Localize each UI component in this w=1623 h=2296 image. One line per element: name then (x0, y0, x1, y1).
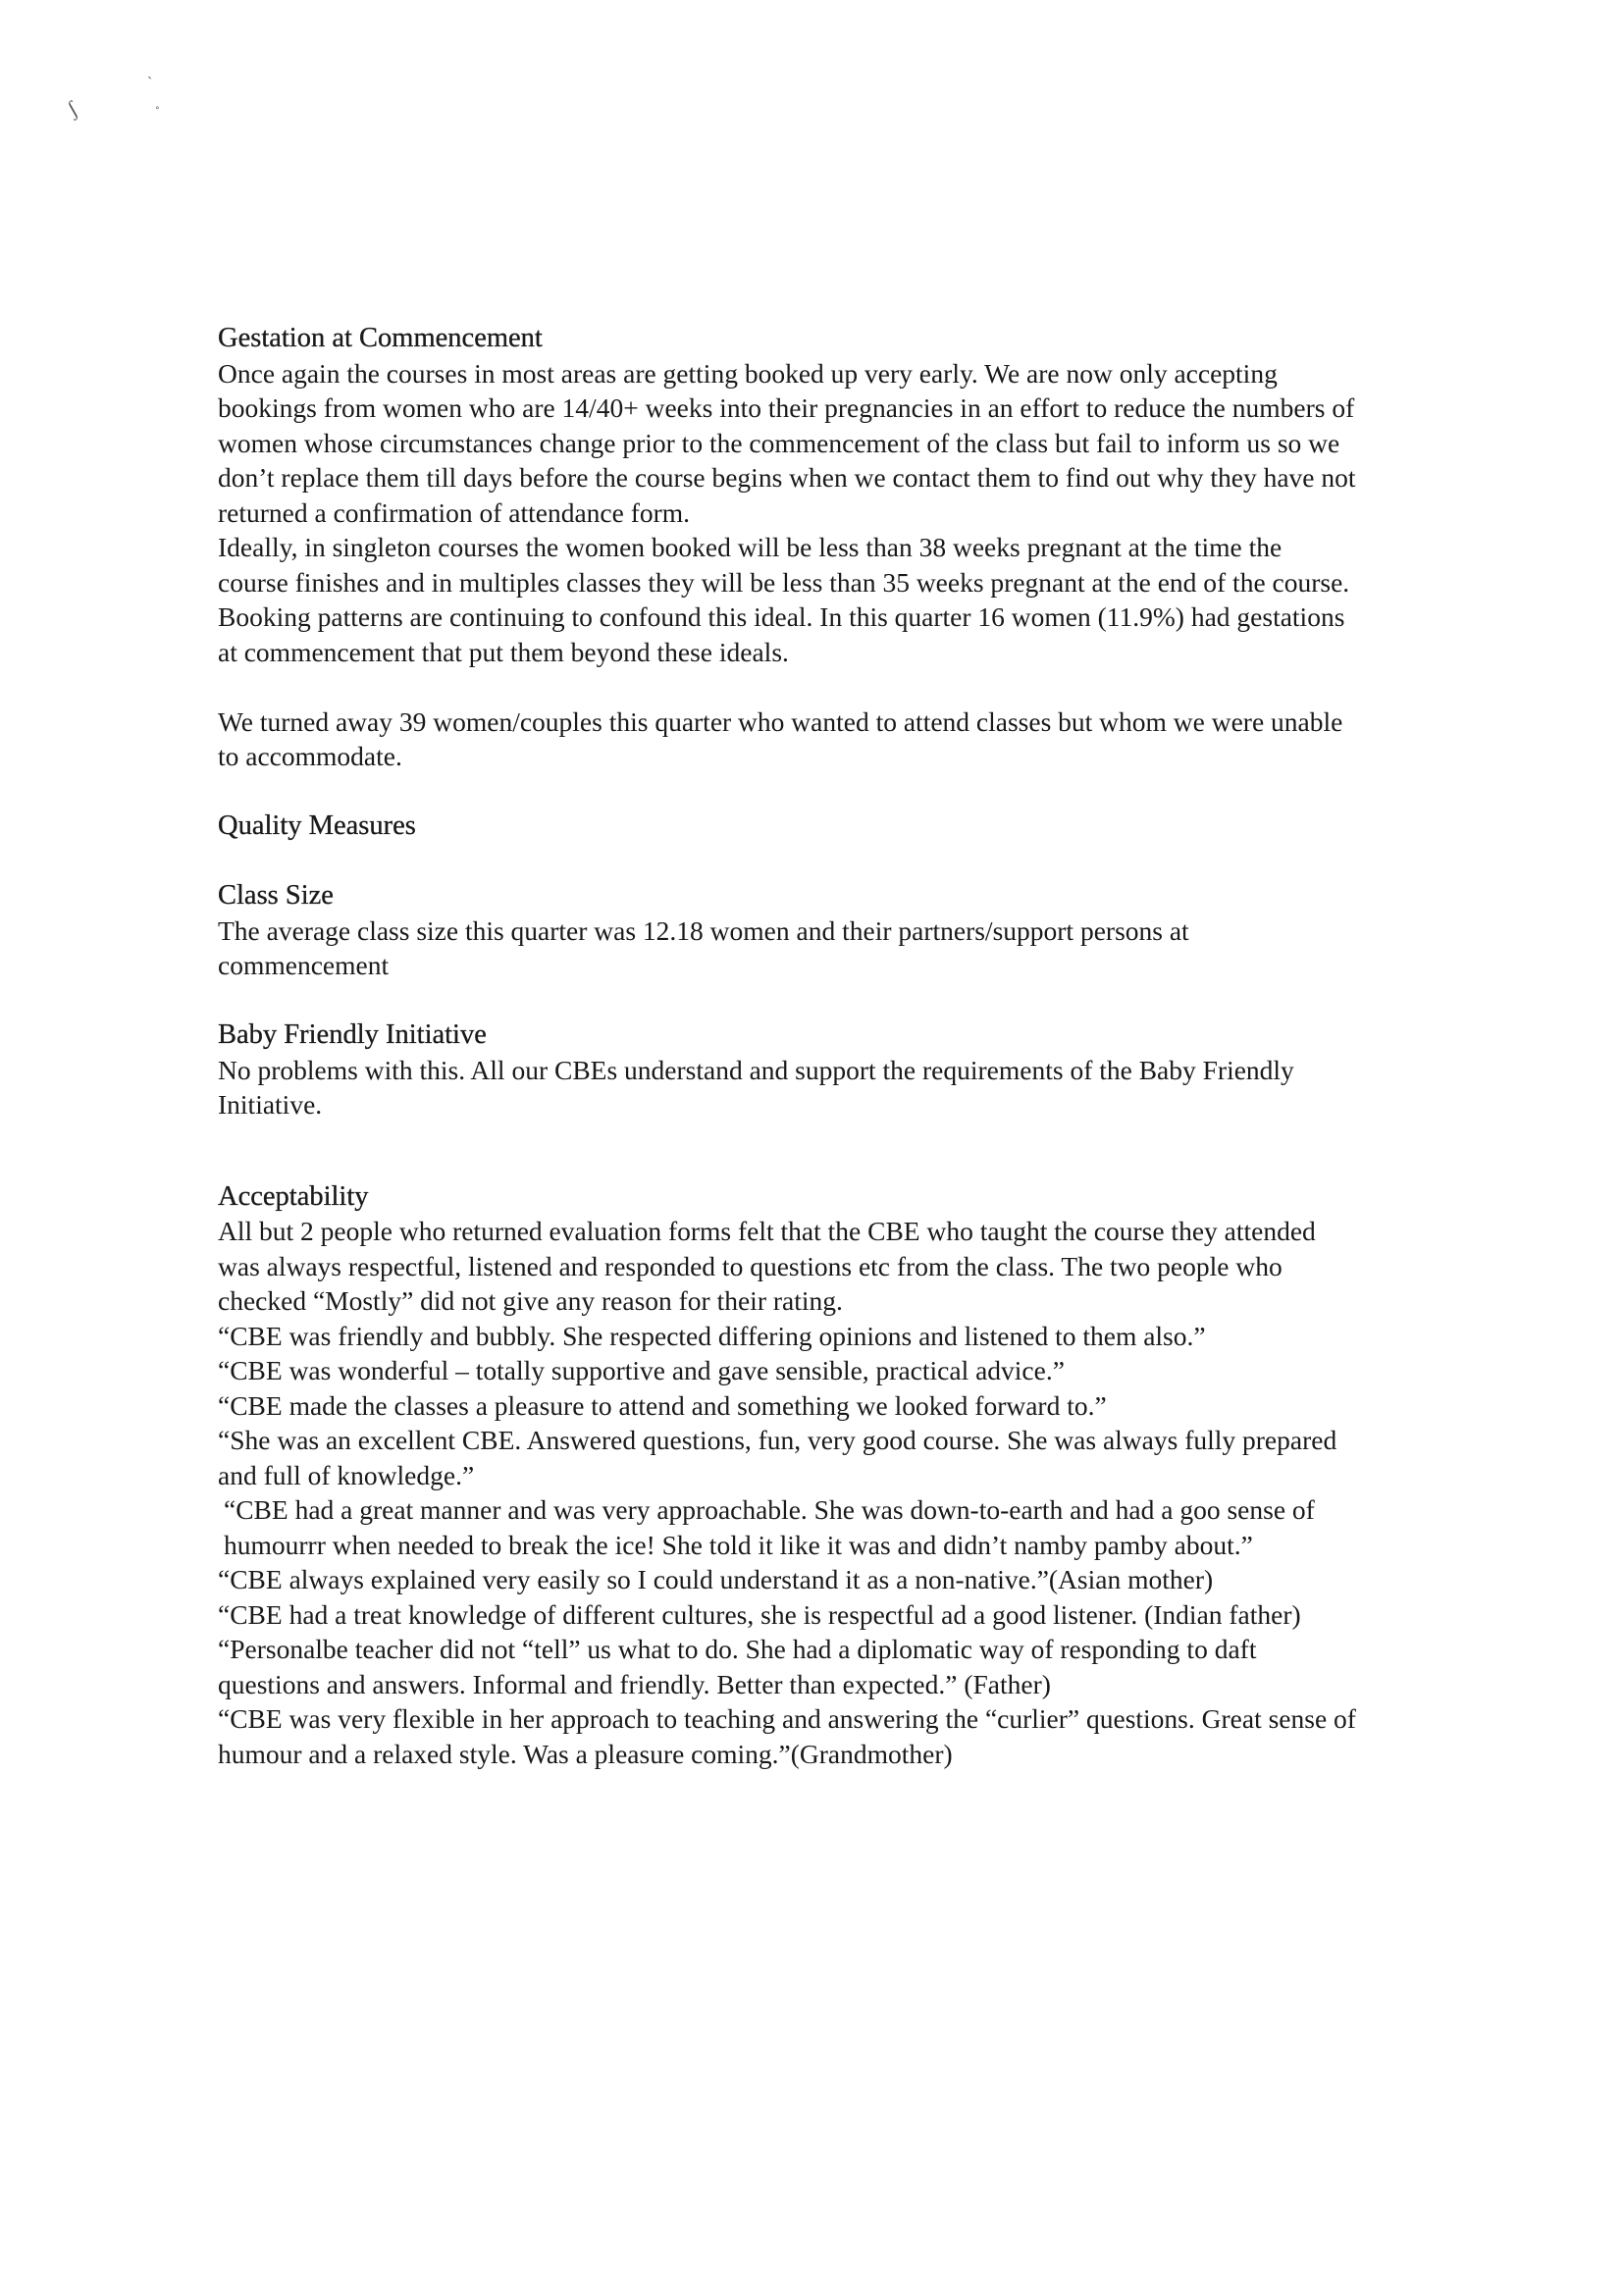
feedback-quote: “CBE was wonderful – totally supportive and gave sensible, practical advice.” (218, 1355, 1065, 1385)
gestation-paragraph-3: We turned away 39 women/couples this quarter who wanted to attend classes but whom we were unable to accommodate. (218, 705, 1343, 771)
quality-measures-heading: Quality Measures (218, 810, 416, 841)
spacer (218, 669, 1356, 704)
gestation-paragraph-1: Once again the courses in most areas are getting booked up very early. We are now only accepting bookings from women who are 14/40+ weeks into their pregnancies in an effort to reduce the numbers of women whose circumstances change prior to the commencement of the class but fail to inform us so we don’t replace them till days before the course begins when we contact them to find out why they have not returned a confirmation of attendance form. (218, 357, 1356, 528)
acceptability-intro: All but 2 people who returned evaluation forms felt that the CBE who taught the course they attended was always respectful, listened and responded to questions etc from the class. The two people who checked “Mostly” did not give any reason for their rating. (218, 1216, 1316, 1316)
spacer (218, 774, 1356, 809)
gestation-heading: Gestation at Commencement (218, 323, 543, 353)
feedback-quote: “CBE had a great manner and was very approachable. She was down-to-earth and had a goo sense of humourrr when needed to break the ice! She told it like it was and didn’t namby pamby about.” (224, 1494, 1315, 1560)
document-body (218, 321, 1356, 1771)
feedback-quote: “CBE made the classes a pleasure to attend and something we looked forward to.” (218, 1389, 1107, 1421)
feedback-quote: “She was an excellent CBE. Answered questions, fun, very good course. She was always fully prepared and full of knowledge.” (218, 1425, 1337, 1490)
baby-friendly-paragraph: No problems with this. All our CBEs understand and support the requirements of the Baby Friendly Initiative. (218, 1054, 1294, 1120)
spacer (218, 844, 1356, 879)
scan-artifact-mark: ʃ (62, 95, 81, 122)
class-size-paragraph: The average class size this quarter was 12.18 women and their partners/support persons at commencement (218, 914, 1189, 980)
spacer (218, 1122, 1356, 1179)
spacer (218, 983, 1356, 1018)
baby-friendly-heading: Baby Friendly Initiative (218, 1019, 487, 1050)
feedback-quote: “CBE was very flexible in her approach to teaching and answering the “curlier” questions. Great sense of humour and a relaxed style. Was a pleasure coming.”(Grandmother) (218, 1703, 1356, 1769)
scan-artifact-mark: ˴ (147, 68, 153, 84)
feedback-quote: “CBE always explained very easily so I could understand it as a non-native.”(Asian mother) (218, 1564, 1214, 1594)
scan-artifact-mark: ˳ (155, 95, 160, 110)
feedback-quote: “CBE had a treat knowledge of different cultures, she is respectful ad a good listener. (Indian father) (218, 1598, 1301, 1630)
class-size-heading: Class Size (218, 880, 334, 911)
feedback-quote: “CBE was friendly and bubbly. She respected differing opinions and listened to them also.” (218, 1320, 1206, 1351)
feedback-quote: “Personalbe teacher did not “tell” us what to do. She had a diplomatic way of responding to daft questions and answers. Informal and friendly. Better than expected.” (Father) (218, 1634, 1257, 1699)
acceptability-heading: Acceptability (218, 1180, 369, 1212)
gestation-paragraph-2: Ideally, in singleton courses the women booked will be less than 38 weeks pregnant at the time the course finishes and in multiples classes they will be less than 35 weeks pregnant at the end of the course. Booking patterns are continuing to confound this ideal. In this quarter 16 women (11.9%) had gestations at commencement that put them beyond these ideals. (218, 532, 1350, 667)
